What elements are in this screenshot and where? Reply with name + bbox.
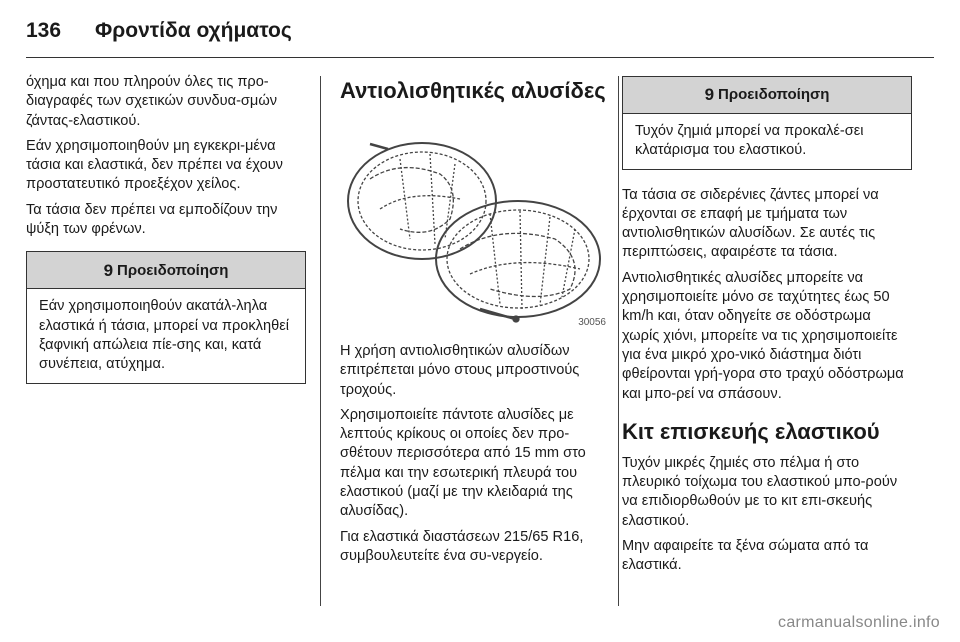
column-divider (320, 76, 321, 606)
paragraph: Για ελαστικά διαστάσεων 215/65 R16, συμβουλευτείτε ένα συ-νεργείο. (340, 528, 584, 564)
snow-chains-drawing (340, 119, 608, 332)
paragraph: Τα τάσια σε σιδερένιες ζάντες μπορεί να έρχονται σε επαφή με τμήματα των αντιολισθητικών αλυσίδων. Σε αυτές τις περιπτώσεις, αφαιρέστε τα τάσια. (622, 186, 879, 261)
paragraph: Τα τάσια δεν πρέπει να εμποδίζουν την ψύξη των φρένων. (26, 201, 278, 238)
warning-icon: 9 (704, 85, 715, 105)
warning-box (26, 251, 306, 383)
paragraph: Χρησιμοποιείτε πάντοτε αλυσίδες με λεπτούς κρίκους οι οποίες δεν προ-σθέτουν περισσότερα από 15 mm στο πέλμα και την εσωτερική πλευρά του ελαστικού (μαζί με την κλειδαριά της αλυσίδας). (340, 406, 586, 520)
warning-text: Τυχόν ζημιά μπορεί να προκαλέ-σει κλατάρισμα του ελαστικού. (635, 123, 864, 159)
paragraph: Η χρήση αντιολισθητικών αλυσίδων επιτρέπεται μόνο στους μπροστινούς τροχούς. (340, 343, 580, 398)
figure-number: 30056 (578, 316, 606, 328)
paragraph: Τυχόν μικρές ζημιές στο πέλμα ή στο πλευρικό τοίχωμα του ελαστικού μπο-ρούν να επιδιορθωθούν με το κιτ επι-σκευής ελαστικού. (622, 454, 898, 529)
column-divider (618, 76, 619, 606)
column-middle (340, 73, 608, 572)
warning-header (623, 77, 911, 114)
paragraph: Αντιολισθητικές αλυσίδες μπορείτε να χρησιμοποιείτε μόνο σε ταχύτητες έως 50 km/h και, όταν οδηγείτε σε οδόστρωμα χωρίς χιόνι, μπορείτε να τις χρησιμοποιείτε για ένα μικρό χρο-νικό διάστημα διότι φθείρονται γρή-γορα στο τραχύ οδόστρωμα και μπο-ρεί να σπάσουν. (622, 269, 904, 402)
watermark: carmanualsonline.info (778, 614, 940, 631)
paragraph: Εάν χρησιμοποιηθούν μη εγκεκρι-μένα τάσια και ελαστικά, δεν πρέπει να έχουν προστατευτικό προεξέχον χείλος. (26, 137, 283, 193)
section-heading: Αντιολισθητικές αλυσίδες (340, 78, 606, 103)
page-header (26, 14, 292, 48)
warning-box (622, 76, 912, 170)
column-right (622, 76, 912, 582)
column-left (26, 73, 306, 400)
paragraph: Μην αφαιρείτε τα ξένα σώματα από τα ελαστικά. (622, 538, 869, 574)
warning-header (27, 252, 305, 289)
snow-chains-illustration (340, 119, 608, 332)
section-heading: Κιτ επισκευής ελαστικού (622, 418, 880, 444)
warning-title: Προειδοποίηση (718, 86, 830, 104)
warning-text: Εάν χρησιμοποιηθούν ακατάλ-ληλα ελαστικά ή τάσια, μπορεί να προκληθεί ξαφνική απώλεια πίε-σης και, κατά συνέπεια, ατύχημα. (39, 298, 289, 373)
page-number: 136 (26, 19, 62, 42)
warning-icon: 9 (103, 260, 114, 280)
section-title: Φροντίδα οχήματος (95, 19, 292, 42)
header-rule (26, 57, 934, 58)
warning-title: Προειδοποίηση (117, 261, 229, 279)
paragraph: όχημα και που πληρούν όλες τις προ-διαγραφές των σχετικών συνδυα-σμών ζάντας-ελαστικού. (26, 74, 278, 129)
